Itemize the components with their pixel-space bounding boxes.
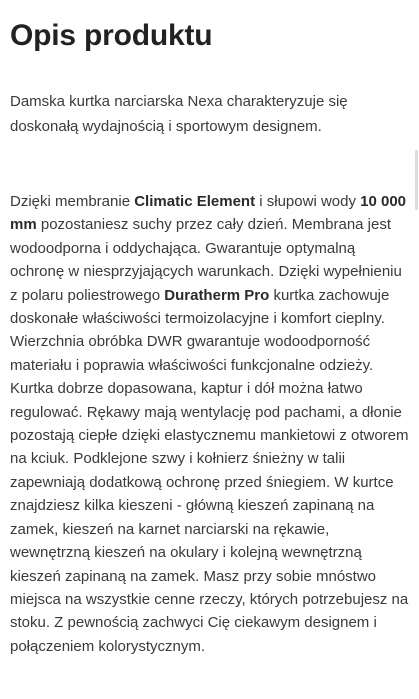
highlight-water-column: 10 000 mm — [10, 193, 407, 234]
highlight-fill: Duratherm Pro — [164, 286, 270, 304]
description-text: i słupowi wody — [255, 193, 361, 210]
scrollbar-track[interactable] — [415, 0, 419, 699]
description-paragraph — [10, 190, 412, 658]
description-text: pozostaniesz suchy przez cały dzień. Membrana jest wodoodporna i oddychająca. Gwarantuje optymalną ochronę w niesprzyjających warunkach. Dzięki wypełnieniu z polaru poliestrowego — [10, 216, 402, 304]
description-text: kurtka zachowuje doskonałe właściwości termoizolacyjne i komfort cieplny. Wierzchnia obróbka DWR gwarantuje wodoodporność materiału i poprawia właściwości funkcjonalne odzieży. Kurtka dobrze dopasowana, kaptur i dół można łatwo regulować. Rękawy mają wentylację pod pachami, a dłonie pozostają ciepłe dzięki elastycznemu mankietowi z otworem na kciuk. Podklejone szwy i kołnierz śnieżny w talii zapewniają dodatkową ochronę przed śniegiem. W kurtce znajdziesz kilka kieszeni - główną kieszeń zapinaną na zamek, kieszeń na karnet narciarski na rękawie, wewnętrzną kieszeń na okulary i kolejną wewnętrzną kieszeń zapinaną na zamek. Masz przy sobie mnóstwo miejsca na wszystkie cenne rzeczy, których potrzebujesz na stoku. Z pewnością zachwyci Cię ciekawym designem i połączeniem kolorystycznym. — [10, 286, 409, 655]
product-description-section — [10, 0, 412, 658]
section-title: Opis produktu — [10, 19, 213, 52]
highlight-membrane: Climatic Element — [134, 193, 256, 210]
description-text: Dzięki membranie — [10, 193, 135, 210]
scrollbar-thumb[interactable] — [415, 150, 418, 210]
intro-paragraph: Damska kurtka narciarska Nexa charakteryzuje się doskonałą wydajnością i sportowym designem. — [10, 93, 348, 135]
